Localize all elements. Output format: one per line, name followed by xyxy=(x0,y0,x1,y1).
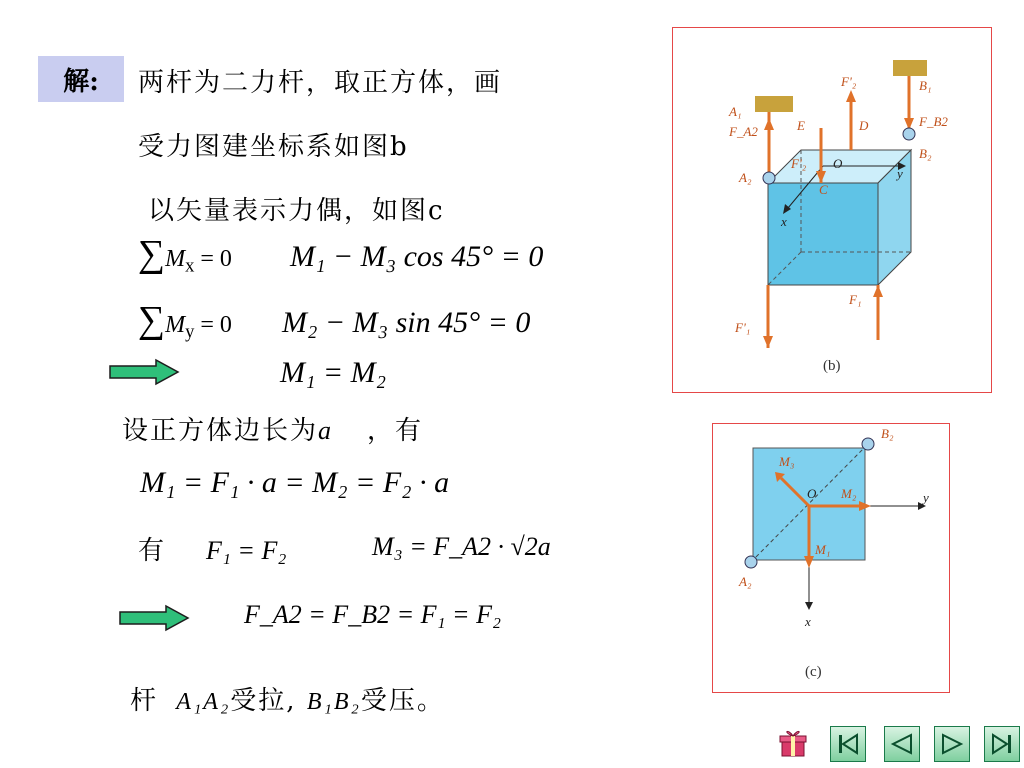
a1a2-var: A₁A₂ xyxy=(176,689,231,715)
sigma: ∑ xyxy=(138,299,166,341)
first-icon xyxy=(831,727,865,761)
last-icon xyxy=(985,727,1019,761)
fig-b-label: E xyxy=(797,118,805,133)
solution-label xyxy=(38,56,124,102)
eq6: M₃ = F_A2 · √2a xyxy=(372,532,551,561)
figure-c xyxy=(712,423,950,693)
implies-arrow-1 xyxy=(108,358,180,386)
m-symbol: M xyxy=(165,246,186,272)
you-text: 有 xyxy=(138,536,167,566)
fig-b-caption: (b) xyxy=(823,358,841,374)
previous-icon xyxy=(885,727,919,761)
eq7: F_A2 = F_B2 = F₁ = F₂ xyxy=(244,600,502,629)
fig-b-label: y xyxy=(897,166,903,181)
fig-b-label: O xyxy=(833,156,843,171)
subscript: x xyxy=(185,255,195,277)
fig-b-label: F'₂ xyxy=(791,156,807,171)
edge-tail: ，有 xyxy=(367,416,424,446)
eq3: M₁ = M₂ xyxy=(280,356,387,389)
eq4: M₁ = F₁ · a = M₂ = F₂ · a xyxy=(140,466,450,499)
fig-c-label: A₂ xyxy=(739,574,752,589)
edge-sentence xyxy=(122,410,423,447)
fig-c-label: O xyxy=(807,486,817,501)
subscript: y xyxy=(185,321,195,343)
implies-arrow-2 xyxy=(118,604,190,632)
solution-label-text: 解: xyxy=(63,66,99,97)
fig-c-caption: (c) xyxy=(805,664,822,680)
next-slide-button[interactable] xyxy=(934,726,970,762)
ya-text: 受压。 xyxy=(360,686,445,716)
next-icon xyxy=(935,727,969,761)
fig-b-label: F_A2 xyxy=(729,124,758,139)
fig-b-label: F'₂ xyxy=(841,74,857,89)
fig-c-label: M₁ xyxy=(815,542,831,557)
last-slide-button[interactable] xyxy=(984,726,1020,762)
rhs: = 0 xyxy=(194,246,232,272)
fig-b-label: x xyxy=(781,214,787,229)
eq5: F₁ = F₂ xyxy=(206,536,287,565)
fig-c-label: M₂ xyxy=(841,486,857,501)
figure-b-diagram xyxy=(673,28,991,392)
sigma: ∑ xyxy=(138,233,166,275)
fig-b-label: B₁ xyxy=(919,78,932,93)
fig-b-label: C xyxy=(819,182,828,197)
b1b2-var: B₁B₂ xyxy=(306,689,361,715)
fig-b-label: F₁ xyxy=(849,292,862,307)
fig-c-label: y xyxy=(923,490,929,505)
eq-sum-mx xyxy=(138,232,232,278)
rhs: = 0 xyxy=(194,312,232,338)
fig-b-label: A₂ xyxy=(739,170,752,185)
fig-c-label: M₃ xyxy=(779,454,795,469)
first-slide-button[interactable] xyxy=(830,726,866,762)
edge-text: 设正方体边长为 xyxy=(122,416,319,446)
figure-c-diagram xyxy=(713,424,949,692)
fig-b-label: A₁ xyxy=(729,104,742,119)
eq-sum-my xyxy=(138,298,232,344)
fig-c-label: x xyxy=(805,614,811,629)
previous-slide-button[interactable] xyxy=(884,726,920,762)
la-text: 受拉, xyxy=(230,686,297,716)
edge-var: a xyxy=(318,416,334,445)
conclusion xyxy=(130,680,445,717)
eq2: M₂ − M₃ sin 45° = 0 xyxy=(282,306,531,339)
m-symbol: M xyxy=(165,312,186,338)
fig-b-label: F_B2 xyxy=(919,114,948,129)
fig-c-label: B₂ xyxy=(881,426,894,441)
figure-b xyxy=(672,27,992,393)
eq1: M₁ − M₃ cos 45° = 0 xyxy=(290,240,544,273)
fig-b-label: B₂ xyxy=(919,146,932,161)
fig-b-label: F'₁ xyxy=(735,320,751,335)
para1-line2: 受力图建坐标系如图b xyxy=(138,132,409,162)
para1-line1: 两杆为二力杆，取正方体，画 xyxy=(138,68,503,98)
para2: 以矢量表示力偶，如图c xyxy=(148,196,445,226)
fig-b-label: D xyxy=(859,118,869,133)
gift-icon[interactable] xyxy=(778,728,808,758)
gan-text: 杆 xyxy=(130,686,159,716)
